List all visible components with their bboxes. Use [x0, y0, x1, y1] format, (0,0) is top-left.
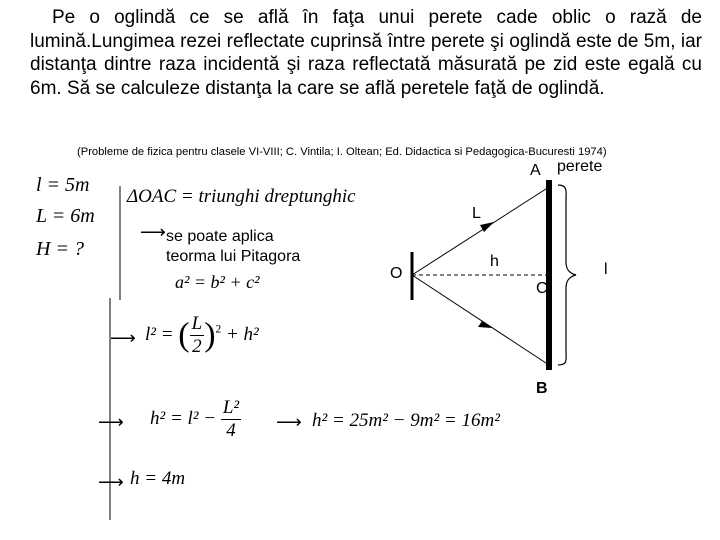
label-l: l	[604, 261, 608, 278]
step1-left: l² =	[145, 323, 174, 345]
step2-numeric: h² = 25m² − 9m² = 16m²	[312, 410, 500, 431]
arrow-icon: ⟶	[140, 222, 166, 242]
label-B: B	[536, 380, 548, 397]
step1-numerator: L	[191, 313, 203, 334]
problem-statement: Pe o oglindă ce se află în faţa unui perete cade oblic o rază de lumină.Lungimea rezei reflectate cuprinsă între perete şi oglindă este de 5m, iar distanţa dintre raza incidentă şi raza reflectată măsurată pe zid este egală cu 6m. Să se calculeze distanţa la care se află peretele faţă de oglindă.	[30, 7, 702, 99]
step1-denominator: 2	[192, 336, 202, 357]
step1-right: + h²	[225, 323, 259, 345]
given-L: L = 6m	[36, 205, 95, 227]
arrow-icon: ⟶	[110, 328, 136, 348]
arrow-icon: ⟶	[98, 472, 124, 492]
reflected-ray	[412, 275, 549, 365]
brace-l	[558, 185, 576, 365]
result: h = 4m	[130, 468, 186, 489]
triangle-statement: ΔOAC = triunghi dreptunghic	[127, 186, 356, 207]
label-L: L	[472, 205, 481, 222]
incident-ray	[412, 187, 549, 275]
label-A: A	[530, 162, 541, 179]
step1-equation: l² = ( $\frac{L}{2}$ )$^2$ + h²	[145, 313, 259, 357]
note-line-2: teorma lui Pitagora	[166, 248, 301, 265]
given-H: H = ?	[36, 238, 84, 260]
arrow-icon: ⟶	[276, 412, 302, 432]
pythagoras-formula: a² = b² + c²	[175, 272, 260, 292]
label-O: O	[390, 265, 403, 282]
step2-left: h² = l² −	[150, 407, 217, 429]
label-h: h	[490, 253, 499, 270]
given-l: l = 5m	[36, 174, 90, 196]
label-C: C	[536, 280, 548, 297]
problem-source: (Probleme de fizica pentru clasele VI-VIII; C. Vintila; I. Oltean; Ed. Didactica si Pedagogica-Bucuresti 1974)	[77, 146, 607, 158]
step2-numerator: L²	[222, 397, 240, 418]
label-perete: perete	[557, 158, 603, 175]
reflected-arrowhead	[478, 321, 492, 328]
step2-denominator: 4	[226, 420, 236, 441]
note-line-1: se poate aplica	[166, 228, 274, 245]
arrow-icon: ⟶	[98, 412, 124, 432]
